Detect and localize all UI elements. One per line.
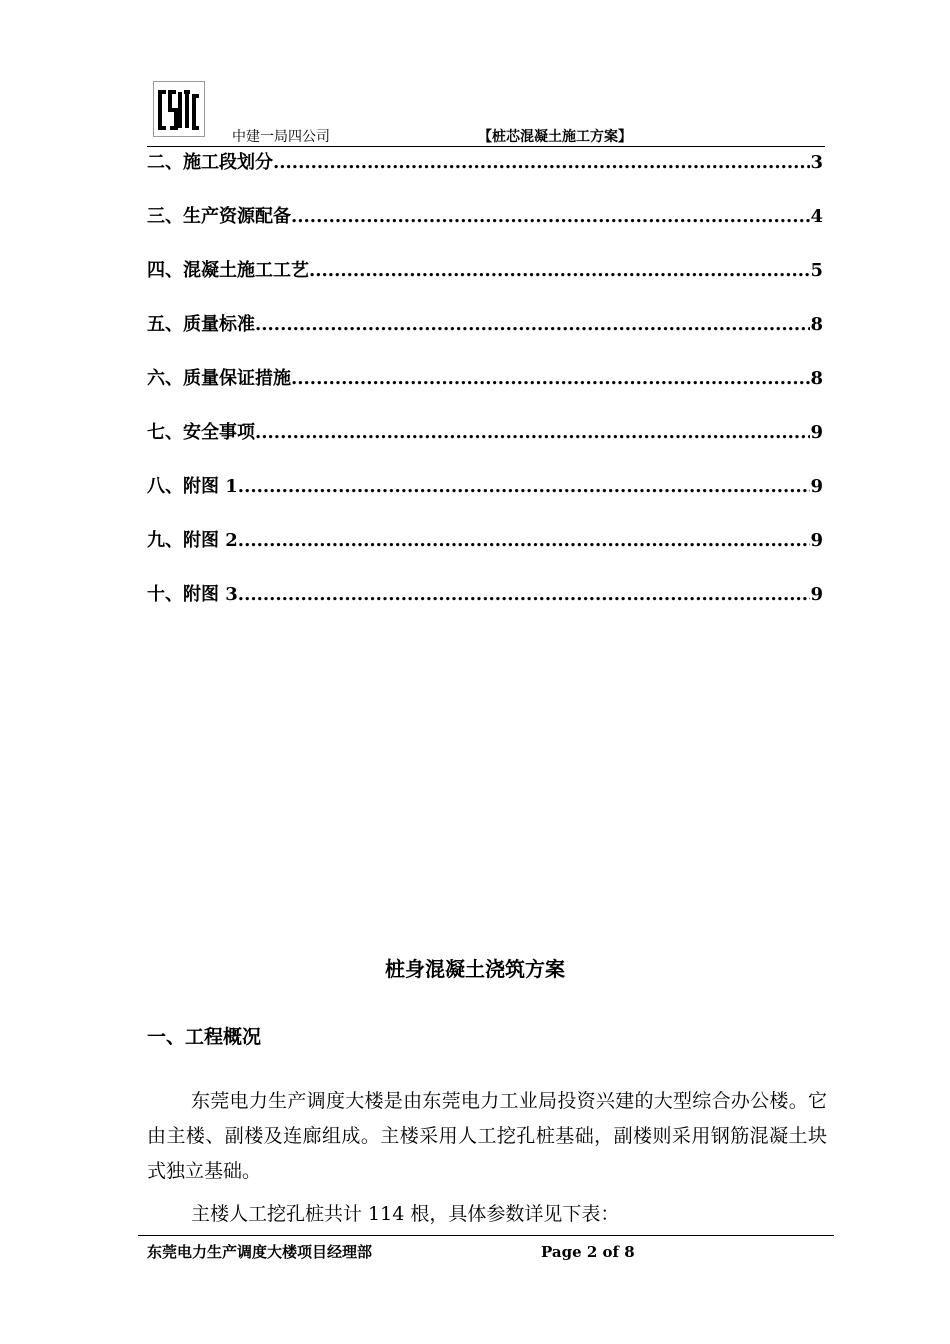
toc-item-label: 六、质量保证措施 (147, 368, 291, 389)
footer-page-number: Page 2 of 8 (541, 1243, 635, 1261)
toc-item-label: 三、生产资源配备 (147, 206, 291, 227)
toc-item[interactable] (147, 230, 823, 284)
toc-item-page: 3 (810, 152, 823, 173)
toc-item-page: 9 (810, 422, 823, 443)
header-company-name: 中建一局四公司 (232, 129, 330, 145)
toc-item-label: 二、施工段划分 (147, 152, 273, 173)
toc-item[interactable] (147, 500, 823, 554)
document-title: 桩身混凝土浇筑方案 (385, 957, 565, 981)
toc-item[interactable] (147, 176, 823, 230)
toc-item[interactable] (147, 446, 823, 500)
toc-item-page: 9 (810, 584, 823, 605)
toc-item-page: 4 (810, 206, 823, 227)
toc-item-label: 十、附图 3 (147, 584, 238, 605)
toc-item-label: 四、混凝土施工工艺 (147, 260, 309, 281)
toc-item[interactable] (147, 284, 823, 338)
table-of-contents (147, 150, 823, 608)
toc-leader-dots (309, 258, 810, 284)
toc-item-label: 五、质量标准 (147, 314, 255, 335)
section-heading: 一、工程概况 (147, 1026, 262, 1048)
body-paragraph: 东莞电力生产调度大楼是由东莞电力工业局投资兴建的大型综合办公楼。它由主楼、副楼及连廊组成。主楼采用人工挖孔桩基础，副楼则采用钢筋混凝土块式独立基础。 (147, 1090, 827, 1182)
toc-item-page: 9 (810, 530, 823, 551)
toc-item-page: 8 (810, 314, 823, 335)
company-logo (153, 81, 205, 137)
toc-item-label: 九、附图 2 (147, 530, 238, 551)
toc-item-label: 八、附图 1 (147, 476, 238, 497)
toc-leader-dots (238, 474, 811, 500)
toc-item[interactable] (147, 554, 823, 608)
toc-leader-dots (255, 420, 810, 446)
toc-leader-dots (291, 366, 810, 392)
toc-leader-dots (238, 582, 811, 608)
toc-item[interactable] (147, 392, 823, 446)
toc-leader-dots (273, 150, 810, 176)
toc-item-page: 9 (810, 476, 823, 497)
body-paragraph: 主楼人工挖孔桩共计 114 根，具体参数详见下表： (191, 1203, 620, 1225)
toc-leader-dots (291, 204, 810, 230)
toc-leader-dots (255, 312, 810, 338)
toc-item[interactable] (147, 338, 823, 392)
cscec-logo-icon (154, 82, 204, 136)
toc-item-label: 七、安全事项 (147, 422, 255, 443)
toc-item[interactable] (147, 150, 823, 176)
header-divider (147, 146, 825, 147)
header-document-title: 【桩芯混凝土施工方案】 (478, 129, 632, 145)
toc-item-page: 8 (810, 368, 823, 389)
toc-item-page: 5 (810, 260, 823, 281)
footer-department: 东莞电力生产调度大楼项目经理部 (147, 1243, 373, 1261)
footer-divider (138, 1235, 834, 1236)
toc-leader-dots (238, 528, 811, 554)
